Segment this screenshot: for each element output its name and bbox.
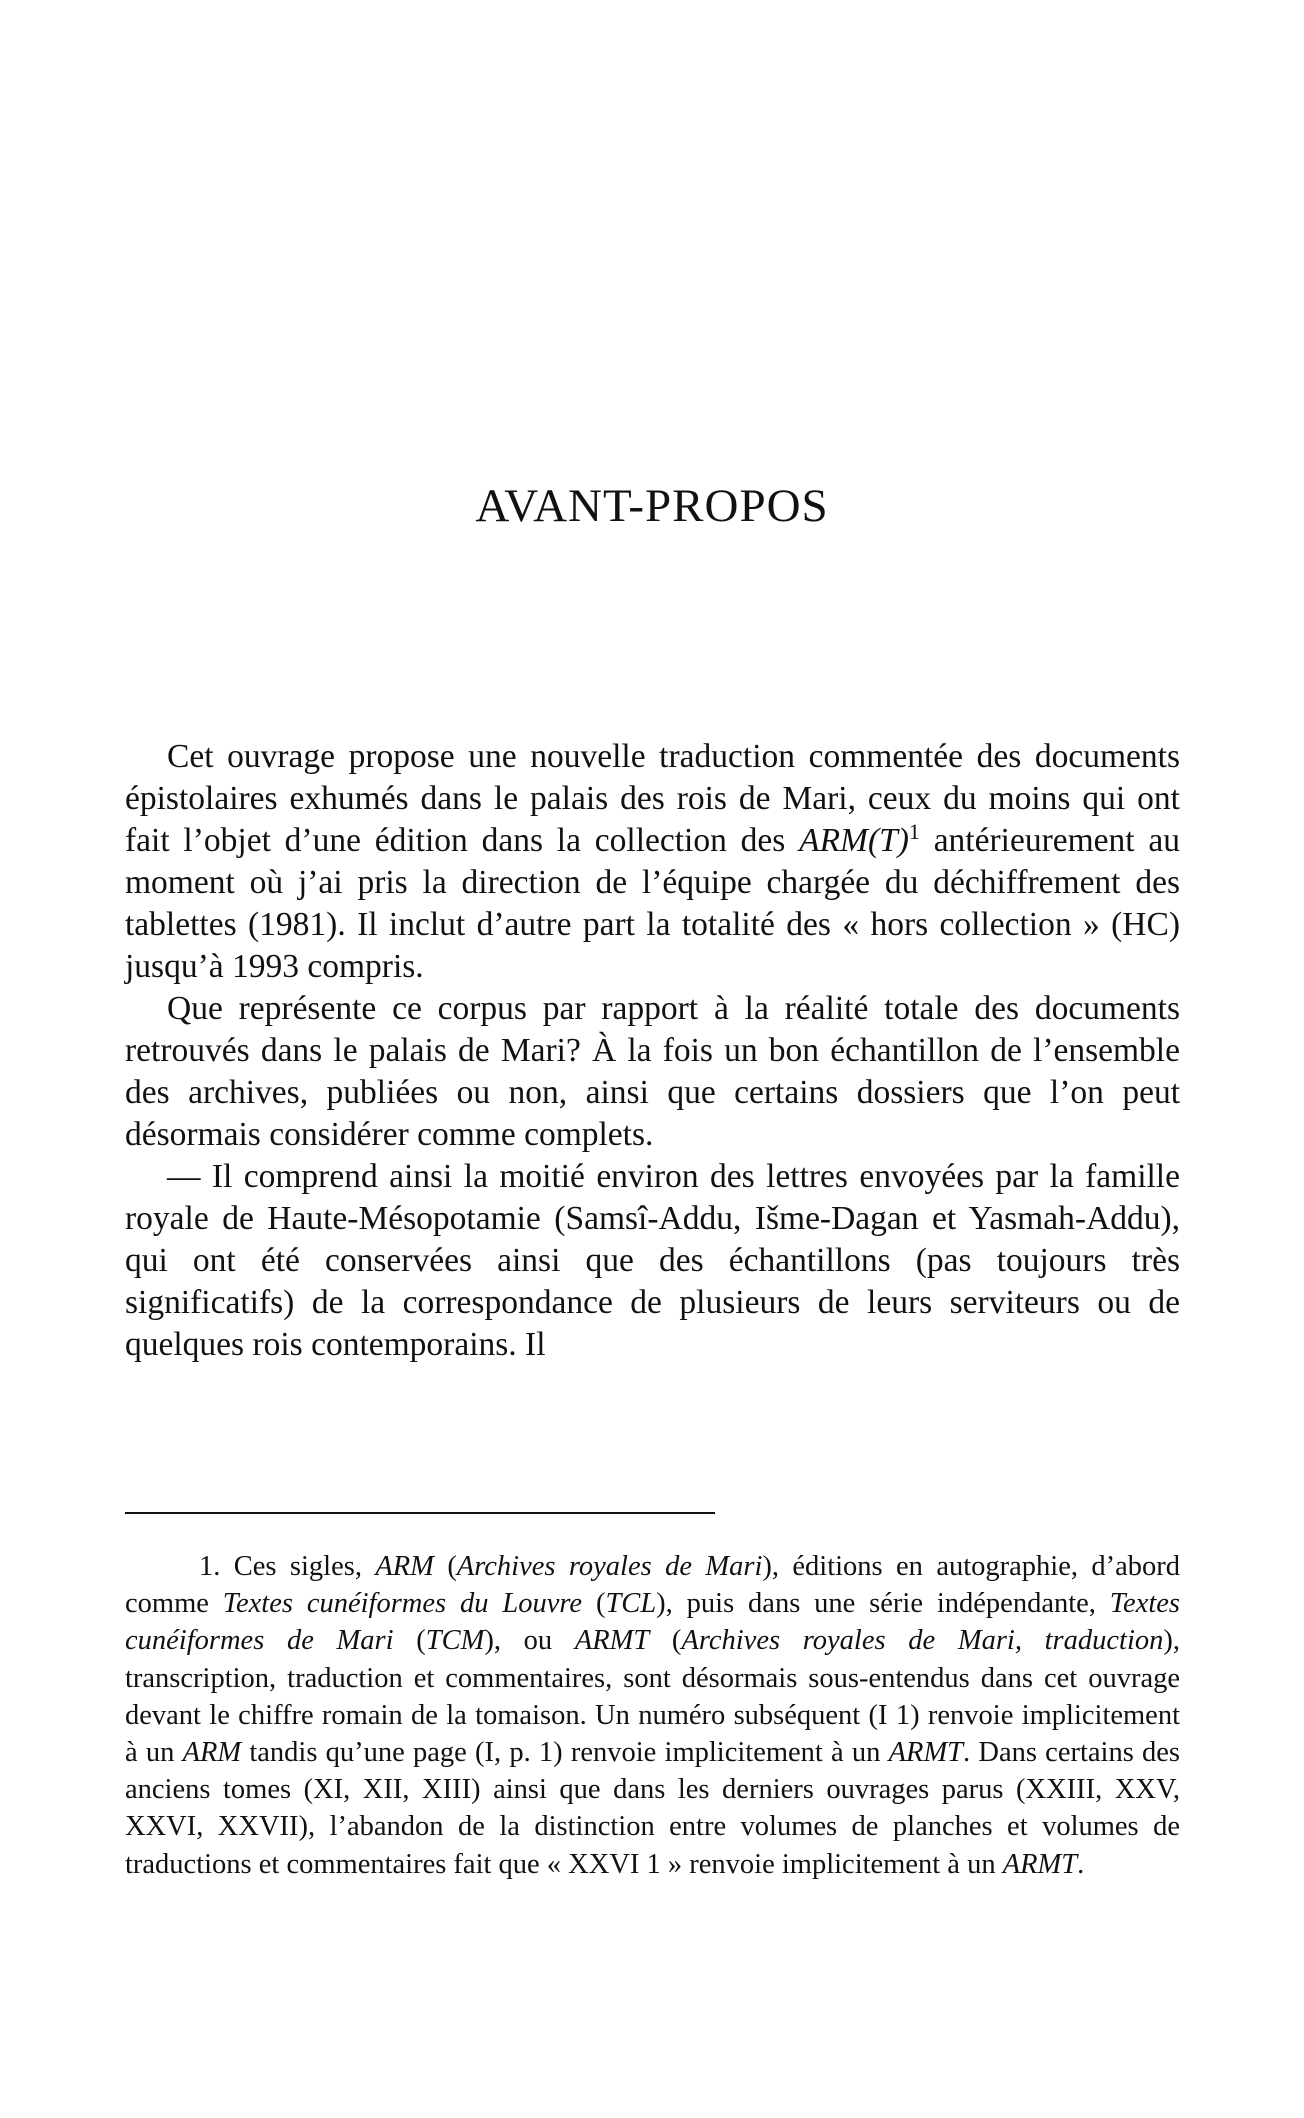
footnote-text: . Dans certains des anciens tomes (XI, XII, XIII) ainsi que dans les derniers ouvrages parus (XXIII, XXV, XXVI, XXVII), l’abandon de la distinction entre volumes de planches et volumes de traductions et commentaires fait que « XXVI 1 » renvoie implicitement à un bbox=[125, 1737, 1180, 1880]
footnote-text: tandis qu’une page (I, p. 1) renvoie implicitement à un bbox=[241, 1737, 889, 1769]
footnote-text: ( bbox=[649, 1625, 682, 1657]
footnote-text: 1. Ces sigles, bbox=[199, 1551, 376, 1582]
footnote-italic: ARMT bbox=[574, 1625, 650, 1657]
footnote-italic: TCM bbox=[425, 1625, 485, 1657]
footnote-italic: TCL bbox=[605, 1588, 657, 1620]
main-text bbox=[125, 736, 1180, 1366]
footnote-reference[interactable]: 1 bbox=[908, 818, 920, 844]
footnote-text: ( bbox=[393, 1625, 426, 1657]
footnote-italic: Archives royales de Mari, traduction bbox=[681, 1625, 1164, 1657]
footnote-text: ( bbox=[433, 1551, 457, 1582]
footnote-italic: Archives royales de Mari bbox=[456, 1551, 763, 1582]
footnote-divider bbox=[125, 1512, 715, 1514]
paragraph-1-italic-armt: ARM(T) bbox=[799, 822, 909, 859]
footnote-text: . bbox=[1077, 1848, 1085, 1880]
footnote-italic: Textes cunéiformes de Mari bbox=[125, 1588, 1180, 1657]
paragraph-1-text-b: antérieurement au moment où j’ai pris la direction de l’équipe chargée du déchiffrement des tablettes (1981). Il inclut d’autre part la totalité des « hors collection » (HC) jusqu’à 1993 compris. bbox=[125, 822, 1180, 985]
footnote-italic: ARM bbox=[375, 1551, 434, 1582]
footnote-italic: ARM bbox=[182, 1737, 242, 1769]
page-title: AVANT-PROPOS bbox=[475, 480, 829, 532]
footnote-italic: ARMT bbox=[888, 1737, 964, 1769]
footnote-italic: ARMT bbox=[1002, 1848, 1078, 1880]
footnote-text: ), ou bbox=[484, 1625, 575, 1657]
paragraph-3: — Il comprend ainsi la moitié environ des lettres envoyées par la famille royale de Haute-Mésopotamie (Samsî-Addu, Išme-Dagan et Yasmah-Addu), qui ont été conservées ainsi que des échantillons (pas toujours très significatifs) de la correspondance de plusieurs de leurs serviteurs ou de quelques rois contemporains. Il bbox=[125, 1158, 1180, 1363]
footnote-text: ), éditions en autographie, d’abord comme bbox=[125, 1551, 1181, 1620]
footnote-text: ), puis dans une série indépendante, bbox=[656, 1588, 1110, 1620]
paragraph-2: Que représente ce corpus par rapport à la réalité totale des documents retrouvés dans le palais de Mari? À la fois un bon échantillon de l’ensemble des archives, publiées ou non, ainsi que certains dossiers que l’on peut désormais considérer comme complets. bbox=[125, 990, 1180, 1153]
paragraph-1 bbox=[125, 736, 1180, 988]
footnote-text: ( bbox=[582, 1588, 606, 1620]
footnote-italic: Textes cunéiformes du Louvre bbox=[222, 1588, 583, 1620]
footnote-1 bbox=[125, 1548, 1180, 1883]
footnote-text: ), transcription, traduction et commentaires, sont désormais sous-entendus dans cet ouvrage devant le chiffre romain de la tomaison. Un numéro subséquent (I 1) renvoie implicitement à un bbox=[125, 1625, 1180, 1769]
paragraph-1-text-a: Cet ouvrage propose une nouvelle traduction commentée des documents épistolaires exhumés dans le palais des rois de Mari, ceux du moins qui ont fait l’objet d’une édition dans la collection des bbox=[125, 738, 1180, 859]
